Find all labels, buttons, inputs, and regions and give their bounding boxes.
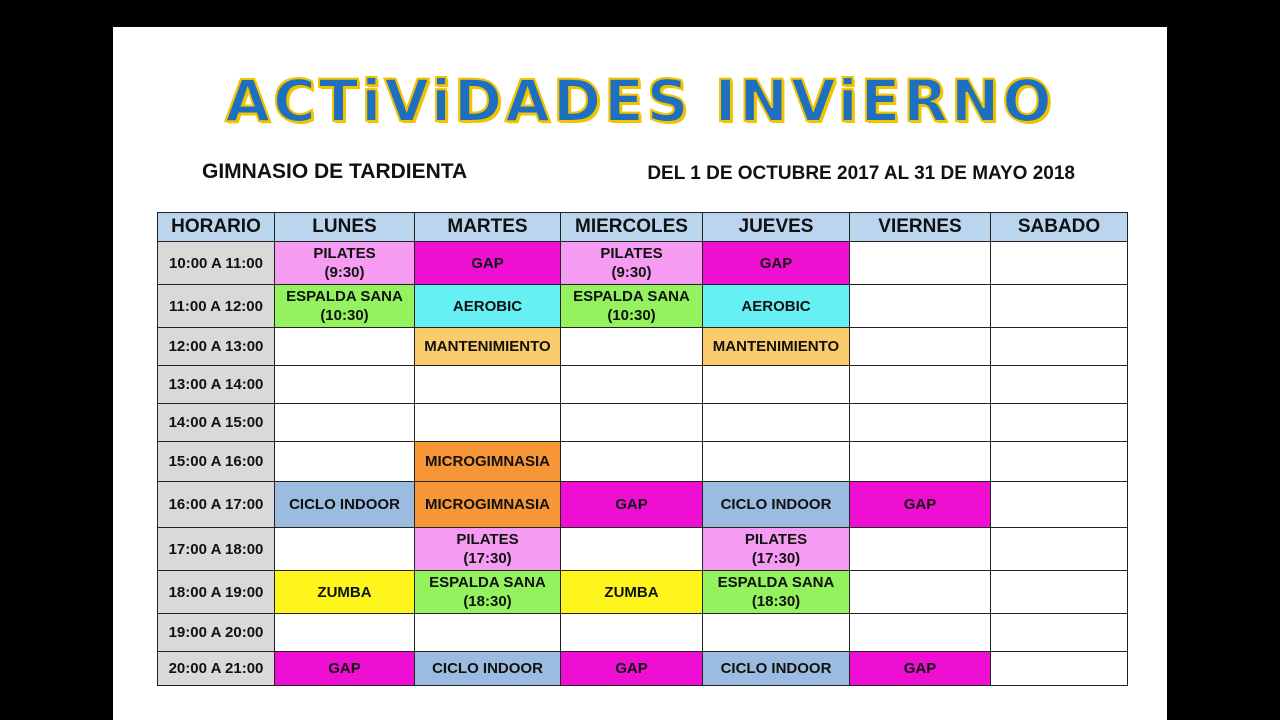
- activity-name: ZUMBA: [317, 583, 372, 601]
- empty-slot: [850, 404, 991, 442]
- activity-cell: [415, 652, 561, 686]
- gym-name: GIMNASIO DE TARDIENTA: [202, 160, 468, 183]
- activity-start-time: (10:30): [607, 307, 656, 324]
- activity-name: MANTENIMIENTO: [712, 338, 840, 355]
- activity-cell: [415, 242, 561, 285]
- activity-cell: [275, 652, 415, 686]
- activity-name: ESPALDA SANA: [717, 574, 835, 591]
- table-row: [158, 366, 1128, 404]
- time-slot: 15:00 A 16:00: [158, 442, 275, 482]
- column-header: MARTES: [415, 213, 561, 242]
- activity-name: CICLO INDOOR: [289, 496, 400, 513]
- activity-cell: [415, 482, 561, 528]
- empty-slot: [991, 528, 1128, 571]
- table-row: [158, 328, 1128, 366]
- empty-slot: [703, 404, 850, 442]
- activity-cell: [275, 285, 415, 328]
- activity-start-time: (17:30): [463, 550, 512, 567]
- empty-slot: [703, 614, 850, 652]
- activity-name: GAP: [615, 660, 648, 677]
- activity-name: GAP: [471, 254, 504, 272]
- empty-slot: [415, 366, 561, 404]
- column-header: SABADO: [991, 213, 1128, 242]
- activity-cell: [415, 285, 561, 328]
- page-title: ACTiViDADES INViERNO: [225, 67, 1055, 135]
- activity-cell: [275, 571, 415, 614]
- activity-name: PILATES: [600, 245, 663, 262]
- activity-cell: [703, 528, 850, 571]
- schedule-table: [157, 212, 1128, 686]
- time-slot: 16:00 A 17:00: [158, 482, 275, 528]
- empty-slot: [561, 328, 703, 366]
- table-row: [158, 652, 1128, 686]
- column-header: HORARIO: [158, 213, 275, 242]
- empty-slot: [991, 404, 1128, 442]
- empty-slot: [991, 328, 1128, 366]
- activity-name: GAP: [615, 496, 648, 513]
- time-slot: 12:00 A 13:00: [158, 328, 275, 366]
- time-slot: 10:00 A 11:00: [158, 242, 275, 285]
- activity-cell: [703, 328, 850, 366]
- table-row: [158, 528, 1128, 571]
- activity-name: GAP: [903, 660, 937, 677]
- empty-slot: [561, 528, 703, 571]
- activity-name: AEROBIC: [452, 297, 523, 315]
- activity-name: ESPALDA SANA: [286, 288, 403, 305]
- empty-slot: [275, 442, 415, 482]
- activity-cell: [703, 652, 850, 686]
- empty-slot: [275, 614, 415, 652]
- table-row: [158, 442, 1128, 482]
- activity-cell: [850, 482, 991, 528]
- table-row: [158, 242, 1128, 285]
- time-slot: 11:00 A 12:00: [158, 285, 275, 328]
- time-slot: 17:00 A 18:00: [158, 528, 275, 571]
- table-row: [158, 571, 1128, 614]
- activity-start-time: (9:30): [611, 264, 652, 281]
- table-row: [158, 614, 1128, 652]
- activity-name: ZUMBA: [604, 583, 659, 601]
- empty-slot: [991, 442, 1128, 482]
- activity-name: CICLO INDOOR: [720, 496, 832, 513]
- activity-cell: [561, 571, 703, 614]
- activity-cell: [415, 442, 561, 482]
- activity-cell: [275, 482, 415, 528]
- empty-slot: [991, 571, 1128, 614]
- empty-slot: [275, 404, 415, 442]
- activity-name: GAP: [759, 254, 793, 272]
- empty-slot: [415, 404, 561, 442]
- activity-name: GAP: [328, 660, 361, 677]
- empty-slot: [850, 442, 991, 482]
- schedule-sheet: [113, 27, 1167, 720]
- activity-start-time: (17:30): [751, 550, 801, 567]
- activity-cell: [703, 482, 850, 528]
- activity-name: CICLO INDOOR: [432, 660, 543, 677]
- empty-slot: [415, 614, 561, 652]
- column-header: MIERCOLES: [561, 213, 703, 242]
- activity-cell: [415, 328, 561, 366]
- activity-name: ESPALDA SANA: [429, 574, 546, 591]
- activity-name: MICROGIMNASIA: [425, 453, 550, 470]
- empty-slot: [703, 442, 850, 482]
- activity-name: MICROGIMNASIA: [425, 496, 550, 513]
- activity-name: MANTENIMIENTO: [424, 338, 551, 355]
- column-header: JUEVES: [703, 213, 850, 242]
- empty-slot: [991, 242, 1128, 285]
- time-slot: 18:00 A 19:00: [158, 571, 275, 614]
- activity-name: PILATES: [744, 531, 808, 548]
- activity-start-time: (10:30): [320, 307, 369, 324]
- empty-slot: [850, 285, 991, 328]
- empty-slot: [561, 366, 703, 404]
- time-slot: 20:00 A 21:00: [158, 652, 275, 686]
- empty-slot: [850, 328, 991, 366]
- activity-cell: [561, 482, 703, 528]
- activity-cell: [561, 242, 703, 285]
- date-range: DEL 1 DE OCTUBRE 2017 AL 31 DE MAYO 2018: [647, 163, 1075, 184]
- schedule-body: [158, 242, 1128, 686]
- table-row: [158, 404, 1128, 442]
- activity-cell: [703, 285, 850, 328]
- activity-cell: [850, 652, 991, 686]
- activity-start-time: (18:30): [751, 593, 801, 610]
- time-slot: 19:00 A 20:00: [158, 614, 275, 652]
- empty-slot: [850, 614, 991, 652]
- empty-slot: [275, 366, 415, 404]
- empty-slot: [991, 614, 1128, 652]
- empty-slot: [991, 482, 1128, 528]
- column-header: VIERNES: [850, 213, 991, 242]
- table-row: [158, 482, 1128, 528]
- activity-name: GAP: [903, 496, 937, 513]
- empty-slot: [275, 528, 415, 571]
- empty-slot: [850, 242, 991, 285]
- empty-slot: [850, 528, 991, 571]
- empty-slot: [703, 366, 850, 404]
- activity-cell: [415, 571, 561, 614]
- empty-slot: [561, 404, 703, 442]
- time-slot: 13:00 A 14:00: [158, 366, 275, 404]
- empty-slot: [561, 614, 703, 652]
- empty-slot: [991, 366, 1128, 404]
- activity-name: AEROBIC: [741, 297, 811, 315]
- table-header-row: [158, 213, 1128, 242]
- activity-start-time: (9:30): [324, 264, 365, 281]
- activity-name: ESPALDA SANA: [573, 288, 690, 305]
- time-slot: 14:00 A 15:00: [158, 404, 275, 442]
- empty-slot: [850, 366, 991, 404]
- empty-slot: [991, 652, 1128, 686]
- activity-cell: [275, 242, 415, 285]
- activity-cell: [703, 242, 850, 285]
- activity-start-time: (18:30): [463, 593, 512, 610]
- table-row: [158, 285, 1128, 328]
- activity-name: PILATES: [313, 245, 376, 262]
- activity-cell: [415, 528, 561, 571]
- activity-cell: [561, 652, 703, 686]
- empty-slot: [991, 285, 1128, 328]
- column-header: LUNES: [275, 213, 415, 242]
- activity-cell: [561, 285, 703, 328]
- activity-name: PILATES: [456, 531, 519, 548]
- empty-slot: [850, 571, 991, 614]
- activity-name: CICLO INDOOR: [720, 660, 832, 677]
- empty-slot: [275, 328, 415, 366]
- empty-slot: [561, 442, 703, 482]
- activity-cell: [703, 571, 850, 614]
